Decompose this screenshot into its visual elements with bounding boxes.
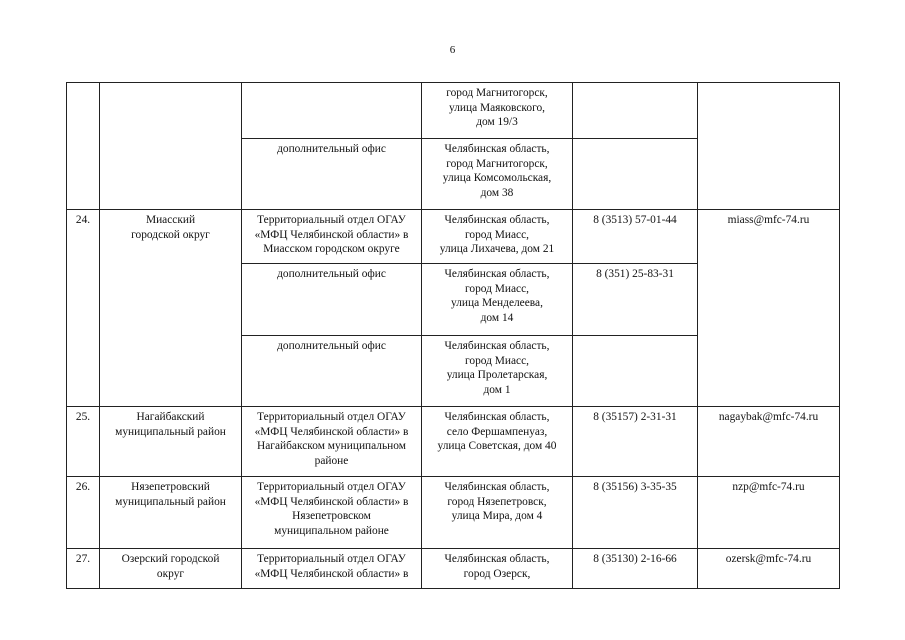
office-address: Челябинская область, город Миасс, улица Пролетарская, дом 1: [422, 336, 573, 407]
office-email: [698, 83, 840, 210]
office-phone: [573, 139, 698, 210]
municipality-name: Нязепетровский муниципальный район: [100, 477, 242, 549]
table-row: [67, 210, 840, 264]
municipality-name: Миасский городской округ: [100, 210, 242, 407]
office-phone: 8 (351) 25-83-31: [573, 264, 698, 336]
office-phone: [573, 83, 698, 139]
office-phone: [573, 336, 698, 407]
office-address: Челябинская область, город Миасс, улица Лихачева, дом 21: [422, 210, 573, 264]
office-address: Челябинская область, город Магнитогорск, улица Комсомольская, дом 38: [422, 139, 573, 210]
municipality-name: Озерский городской округ: [100, 549, 242, 589]
municipality-name: [100, 83, 242, 210]
office-address: город Магнитогорск, улица Маяковского, дом 19/3: [422, 83, 573, 139]
office-name: Территориальный отдел ОГАУ «МФЦ Челябинской области» в Миасском городском округе: [242, 210, 422, 264]
table-row: [67, 407, 840, 477]
row-number: 25.: [67, 407, 100, 477]
row-number: [67, 83, 100, 210]
office-email: nzp@mfc-74.ru: [698, 477, 840, 549]
row-number: 24.: [67, 210, 100, 407]
row-number: 27.: [67, 549, 100, 589]
table-row: [67, 477, 840, 549]
mfc-offices-table: [66, 82, 840, 589]
office-phone: 8 (35157) 2-31-31: [573, 407, 698, 477]
municipality-name: Нагайбакский муниципальный район: [100, 407, 242, 477]
office-name: Территориальный отдел ОГАУ «МФЦ Челябинской области» в Нагайбакском муниципальном районе: [242, 407, 422, 477]
table-row: [67, 549, 840, 589]
office-email: nagaybak@mfc-74.ru: [698, 407, 840, 477]
office-address: Челябинская область, село Фершампенуаз, улица Советская, дом 40: [422, 407, 573, 477]
page-number: 6: [449, 44, 456, 56]
office-name: дополнительный офис: [242, 139, 422, 210]
office-email: ozersk@mfc-74.ru: [698, 549, 840, 589]
office-phone: 8 (3513) 57-01-44: [573, 210, 698, 264]
office-phone: 8 (35156) 3-35-35: [573, 477, 698, 549]
office-phone: 8 (35130) 2-16-66: [573, 549, 698, 589]
office-name: дополнительный офис: [242, 264, 422, 336]
office-address: Челябинская область, город Озерск,: [422, 549, 573, 589]
office-address: Челябинская область, город Нязепетровск, улица Мира, дом 4: [422, 477, 573, 549]
table-row: [67, 83, 840, 139]
row-number: 26.: [67, 477, 100, 549]
office-name: [242, 83, 422, 139]
office-name: Территориальный отдел ОГАУ «МФЦ Челябинской области» в: [242, 549, 422, 589]
office-name: дополнительный офис: [242, 336, 422, 407]
office-address: Челябинская область, город Миасс, улица Менделеева, дом 14: [422, 264, 573, 336]
office-email: miass@mfc-74.ru: [698, 210, 840, 407]
office-name: Территориальный отдел ОГАУ «МФЦ Челябинской области» в Нязепетровском муниципальном районе: [242, 477, 422, 549]
